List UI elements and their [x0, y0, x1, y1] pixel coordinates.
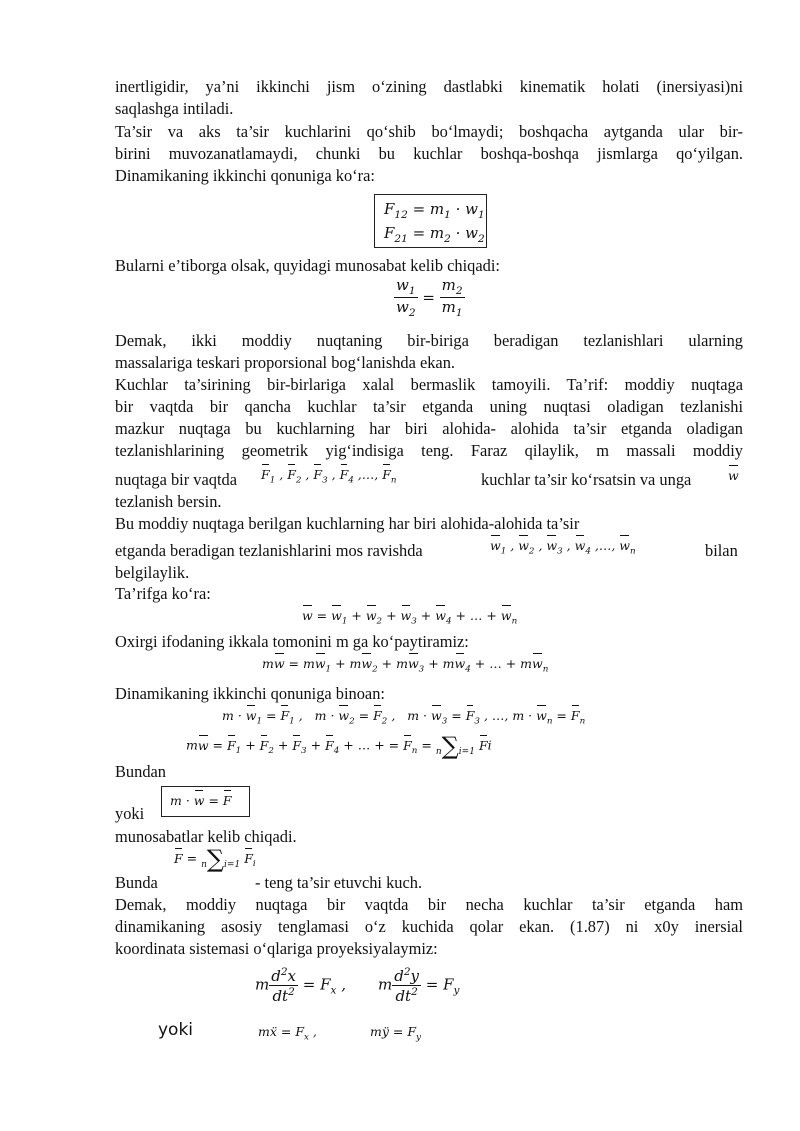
text-line: - teng ta’sir etuvchi kuch.	[255, 873, 423, 892]
text-line: Dinamikaning ikkinchi qonuniga ko‘ra:	[115, 166, 375, 185]
formula-second-law-components: $m \cdot w_1 = F_1$ , $m \cdot w_2 = F_2$ , $m \cdot w_3 = F_3$ , …, $m \cdot w_n = F_n$	[222, 708, 586, 727]
text-line: munosabatlar kelib chiqadi.	[115, 827, 297, 846]
formula-force-list: $F_1$ , $F_2$ , $F_3$ , $F_4$ ,…, $F_n$	[261, 467, 397, 486]
text-line: Bundan	[115, 762, 166, 781]
text-line: koordinata sistemasi o‘qlariga proyeksiyalaymiz:	[115, 939, 438, 958]
formula-dot-y: mÿ = $F_y$	[370, 1024, 421, 1043]
formula-accel-sum: $w = w_1 + w_2 + w_3 + w_4$ + … + $w_n$	[302, 608, 518, 627]
text-line: Ta’rifga ko‘ra:	[115, 584, 211, 603]
text-line: inertligidir, ya’ni ikkinchi jism o‘zining dastlabki kinematik holati (inersiyasi)ni	[115, 77, 743, 96]
text-line: yoki	[115, 804, 145, 823]
text-line: Bularni e’tiborga olsak, quyidagi munosabat kelib chiqadi:	[115, 256, 500, 275]
text-line: dinamikaning asosiy tenglamasi o‘z kuchida qolar ekan. (1.87) ni x0y inersial	[115, 917, 743, 936]
text-line: Demak, moddiy nuqtaga bir vaqtda bir necha kuchlar ta’sir etganda ham	[115, 895, 743, 914]
formula-total-force: mw = $F_1 + F_2 + F_3 + F_4$ + … + = $F_n = n\sum i=1$ Fi	[186, 732, 492, 760]
text-line: kuchlar ta’sir ko‘rsatsin va unga	[481, 470, 692, 489]
text-line: bilan	[705, 541, 738, 560]
formula-mass-accel-sum: mw = $mw_1 + mw_2 + mw_3 + mw_4$ + … + $mw_n$	[262, 656, 549, 675]
formula-accel-list: $w_1$ , $w_2$ , $w_3$ , $w_4$ ,…, $w_n$	[490, 538, 636, 557]
formula-projection-y: m $\frac{d^2y}{dt^2}$ = $F_y$	[378, 966, 460, 1005]
text-line: tezlanish bersin.	[115, 492, 222, 511]
formula-dot-x: mẍ = $F_x$ ,	[258, 1024, 317, 1043]
text-line: birini muvozanatlamaydi, chunki bu kuchlar boshqa-boshqa jismlarga qo‘yilgan.	[115, 144, 743, 163]
text-line: Kuchlar ta’sirining bir-birlariga xalal bermaslik tamoyili. Ta’rif: moddiy nuqtaga	[115, 375, 743, 394]
formula-projection-x: m $\frac{d^2x}{dt^2}$ = $F_x$ ,	[255, 966, 346, 1005]
text-line: yoki	[158, 1020, 194, 1040]
text-line: etganda beradigan tezlanishlarini mos ravishda	[115, 541, 423, 560]
formula-main-equation: m · w = F	[170, 793, 232, 808]
text-line: massalariga teskari proporsional bog‘lanishda ekan.	[115, 353, 456, 372]
text-line: saqlashga intiladi.	[115, 99, 234, 118]
formula-resultant-force: F = n∑i=1 $F_i$	[174, 845, 256, 873]
text-line: Demak, ikki moddiy nuqtaning bir-biriga beradigan tezlanishlari ularning	[115, 331, 743, 350]
text-line: Oxirgi ifodaning ikkala tomonini m ga ko‘paytiramiz:	[115, 632, 469, 651]
text-line: Bunda	[115, 873, 158, 892]
formula-f12: $F_{12} = m_1 \cdot w_1$	[384, 200, 485, 221]
text-line: bir vaqtda bir qancha kuchlar ta’sir etganda uning nuqtasi oladigan tezlanishi	[115, 397, 743, 416]
text-line: nuqtaga bir vaqtda	[115, 470, 237, 489]
text-line: Ta’sir va aks ta’sir kuchlarini qo‘shib bo‘lmaydi; boshqacha aytganda ular bir-	[115, 122, 743, 141]
formula-w-vector: w	[728, 468, 739, 483]
text-line: belgilaylik.	[115, 563, 190, 582]
text-line: mazkur nuqtaga bu kuchlarning har biri alohida- alohida ta’sir etganda oladigan	[115, 419, 743, 438]
text-line: tezlanishlarining geometrik yig‘indisiga teng. Faraz qilaylik, m massali moddiy	[115, 441, 743, 460]
text-line: Bu moddiy nuqtaga berilgan kuchlarning har biri alohida-alohida ta’sir	[115, 514, 580, 533]
formula-ratio: $\frac{w_1}{w_2}$ = $\frac{m_2}{m_1}$	[396, 276, 463, 319]
text-line: Dinamikaning ikkinchi qonuniga binoan:	[115, 684, 385, 703]
formula-f21: $F_{21} = m_2 \cdot w_2$	[384, 224, 485, 245]
